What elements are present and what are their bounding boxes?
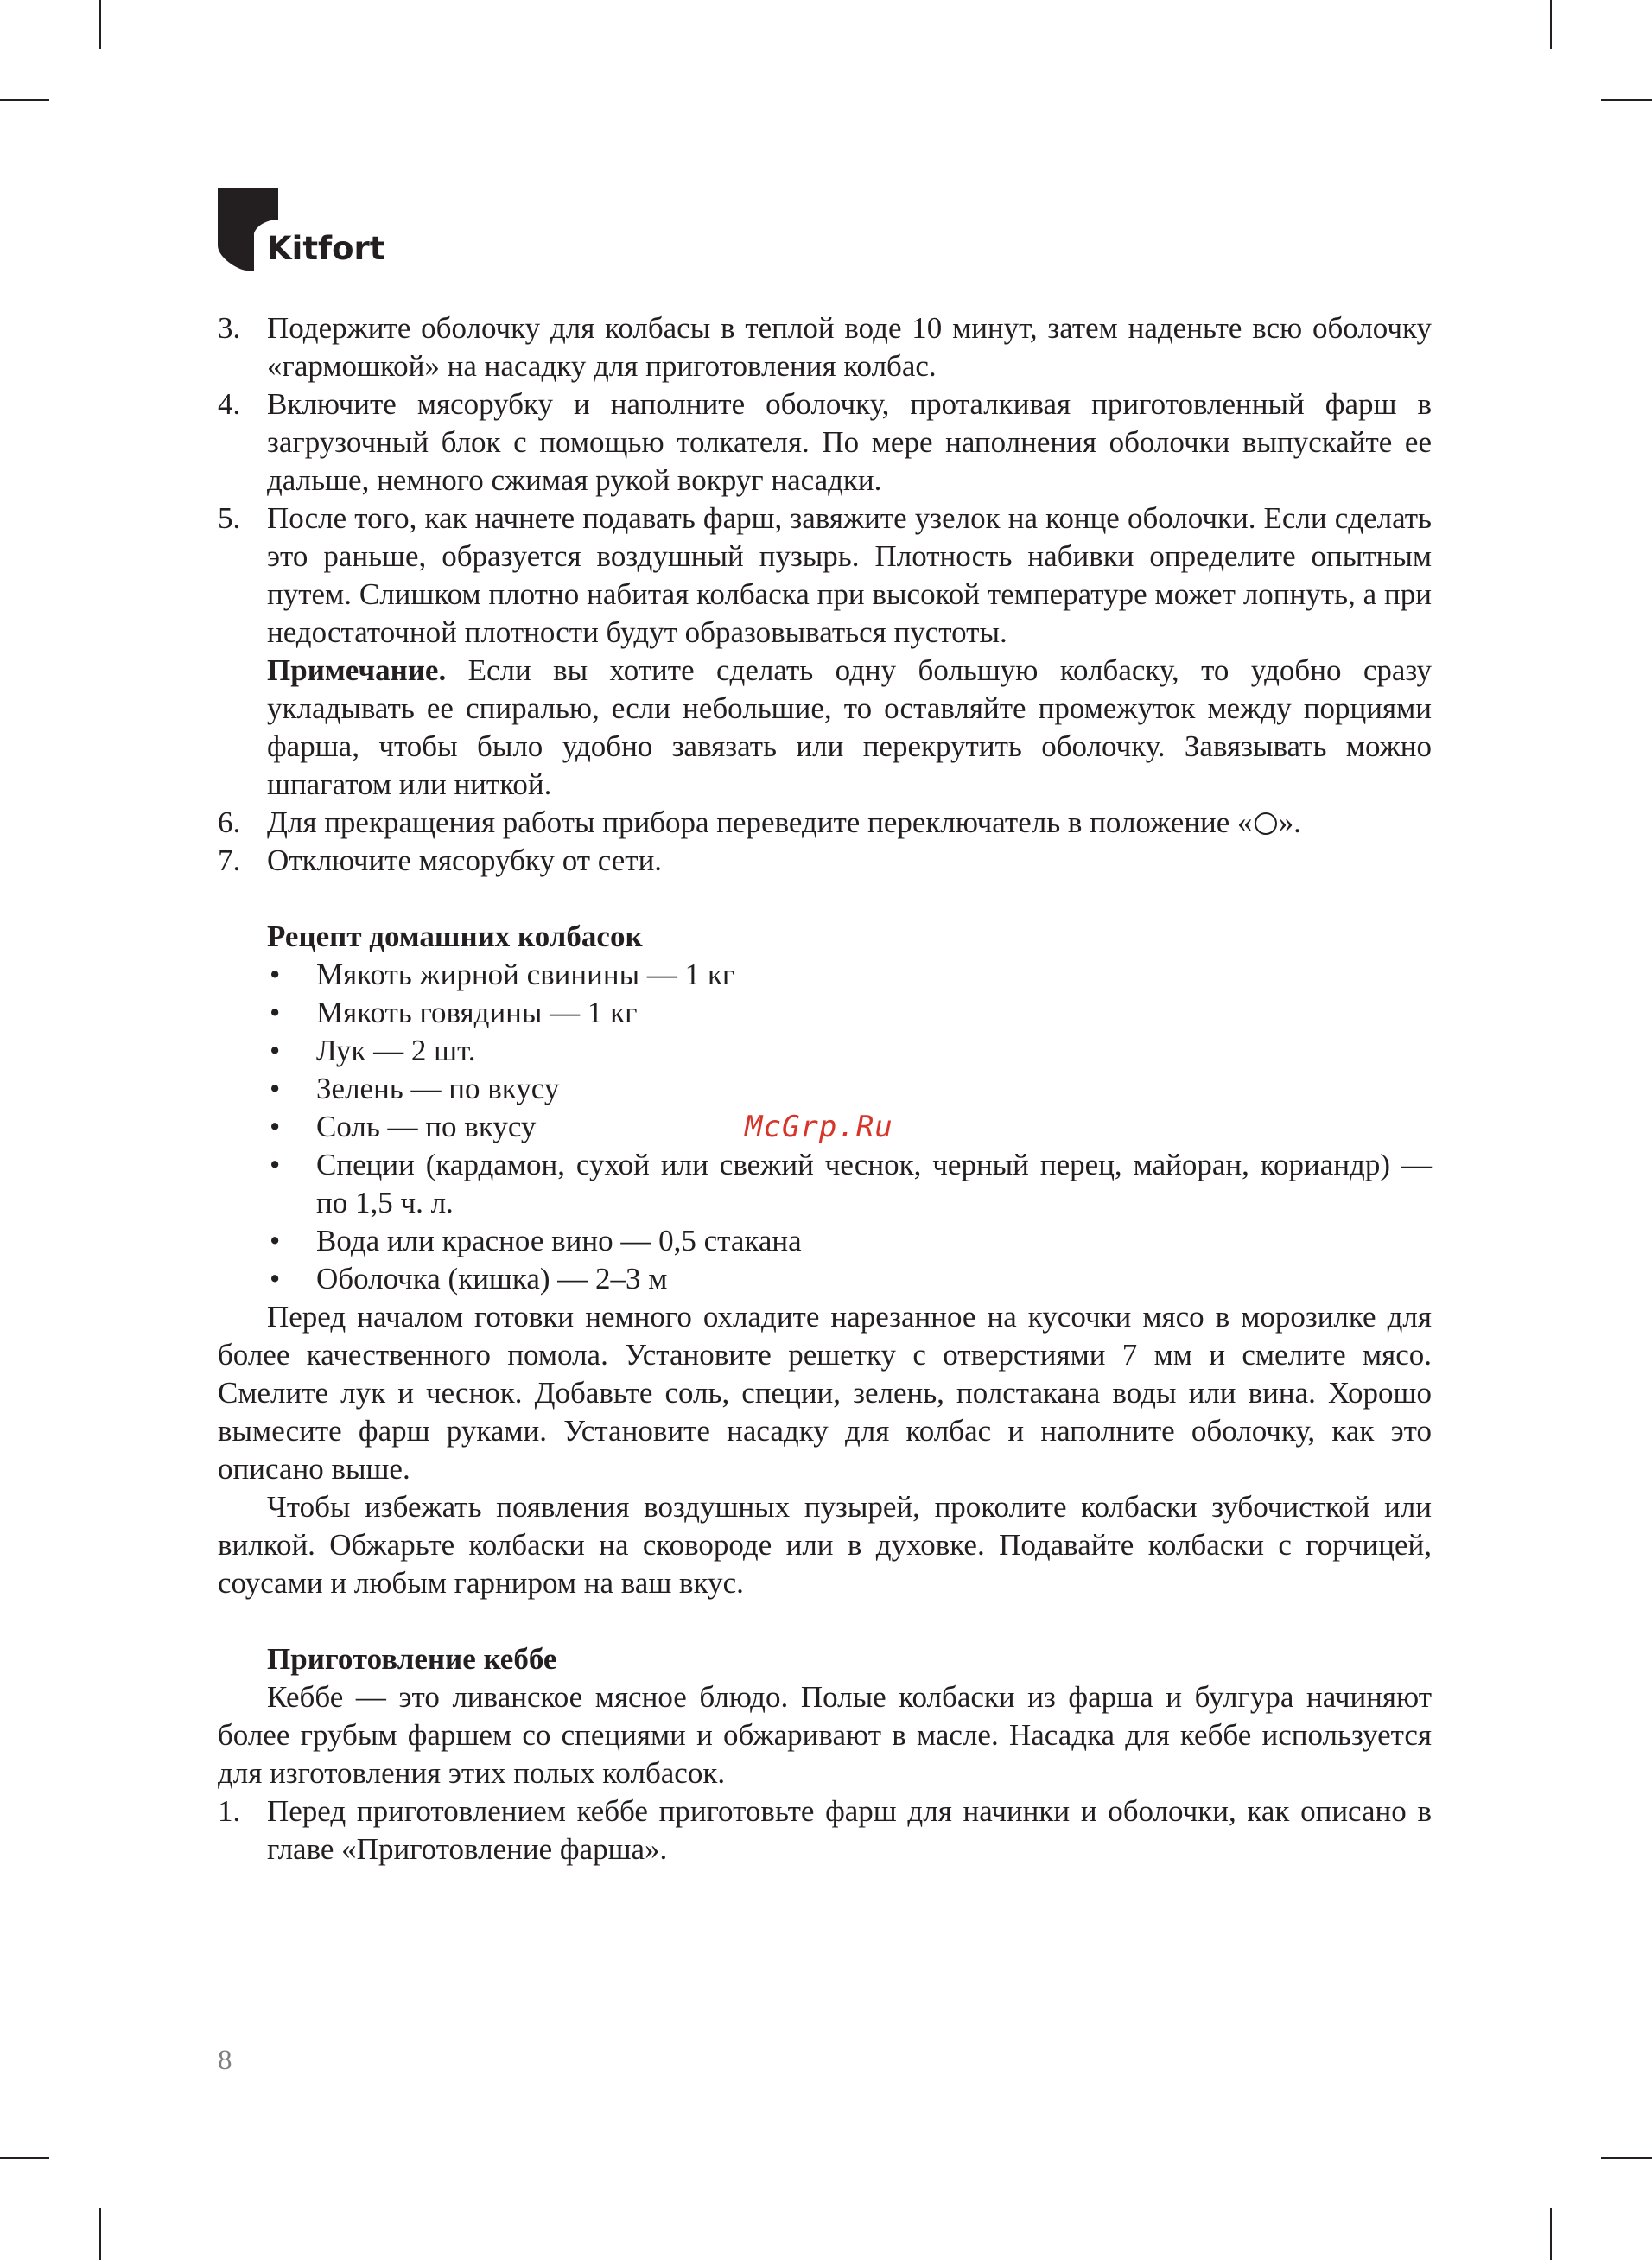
ingredient-item [267, 1260, 1432, 1298]
step-item [218, 842, 1432, 880]
note-paragraph [218, 652, 1432, 804]
crop-mark [99, 2208, 101, 2260]
crop-mark [1601, 2157, 1652, 2159]
ingredient-item [267, 1222, 1432, 1260]
kebbe-steps [218, 1792, 1432, 1868]
ingredient-text: Оболочка (кишка) — 2–3 м [316, 1262, 668, 1296]
instruction-steps [218, 309, 1432, 652]
step-text-end: ». [1278, 805, 1301, 839]
instruction-steps-final [218, 804, 1432, 880]
step-text: После того, как начнете подавать фарш, завяжите узелок на конце оболочки. Если сделать это раньше, образуется воздушный пузырь. Плотность набивки определите опытным путем. Слишком плотно набитая колбаска при высокой температуре может лопнуть, а при недостаточной плотности будут образовываться пустоты. [267, 501, 1432, 649]
section-gap [218, 880, 1432, 918]
step-number: 4. [218, 387, 241, 421]
ingredient-item [267, 1070, 1432, 1108]
page-number: 8 [218, 2045, 232, 2076]
note-text: Если вы хотите сделать одну большую колбаску, то удобно сразу укладывать ее спиралью, если небольшие, то оставляйте промежуток между порциями фарша, чтобы было удобно завязать или перекрутить оболочку. Завязывать можно шпагатом или ниткой. [267, 653, 1432, 801]
step-text: Перед приготовлением кеббе приготовьте фарш для начинки и оболочки, как описано в главе «Приготовление фарша». [267, 1794, 1432, 1866]
ingredient-text: Вода или красное вино — 0,5 стакана [316, 1224, 802, 1257]
step-number: 1. [218, 1794, 241, 1828]
step-text: Подержите оболочку для колбасы в теплой воде 10 минут, затем наденьте всю оболочку «гармошкой» на насадку для приготовления колбас. [267, 311, 1432, 383]
step-item [218, 309, 1432, 385]
kebbe-heading: Приготовление кеббе [267, 1642, 557, 1676]
step-number: 5. [218, 501, 241, 535]
step-number: 7. [218, 844, 241, 877]
kebbe-intro: Кеббе — это ливанское мясное блюдо. Полые колбаски из фарша и булгура начиняют более грубым фаршем со специями и обжаривают в масле. Насадка для кеббе используется для изготовления этих полых колбасок. [218, 1680, 1432, 1790]
section-gap [218, 1602, 1432, 1640]
ingredient-item [267, 956, 1432, 994]
step-item [218, 385, 1432, 500]
ingredient-item [267, 1146, 1432, 1222]
recipe-paragraph: Перед началом готовки немного охладите нарезанное на кусочки мясо в морозилке для более качественного помола. Установите решетку с отверстиями 7 мм и смелите мясо. Смелите лук и чеснок. Добавьте соль, специи, зелень, полстакана воды или вина. Хорошо вымесите фарш руками. Установите насадку для колбас и наполните оболочку, как это описано выше. [218, 1300, 1432, 1486]
crop-mark [1601, 99, 1652, 101]
crop-mark [0, 2157, 49, 2159]
bullet-marker: • [270, 996, 281, 1029]
bullet-marker: • [270, 1262, 281, 1296]
ingredient-item [267, 1032, 1432, 1070]
step-number: 6. [218, 805, 241, 839]
recipe-heading: Рецепт домашних колбасок [267, 920, 643, 953]
step-text: Отключите мясорубку от сети. [267, 844, 663, 877]
bullet-marker: • [270, 1148, 281, 1181]
crop-mark [99, 0, 101, 49]
step-number: 3. [218, 311, 241, 345]
ingredient-text: Соль — по вкусу [316, 1110, 537, 1143]
bullet-marker: • [270, 1034, 281, 1067]
step-item [218, 804, 1432, 842]
brand-name: Kitfort [267, 230, 385, 267]
step-text: Включите мясорубку и наполните оболочку, проталкивая приготовленный фарш в загрузочный блок с помощью толкателя. По мере наполнения оболочки выпускайте ее дальше, немного сжимая рукой вокруг насадки. [267, 387, 1432, 497]
bullet-marker: • [270, 1224, 281, 1257]
step-text: Для прекращения работы прибора переведите переключатель в положение « [267, 805, 1253, 839]
bullet-marker: • [270, 1072, 281, 1105]
crop-mark [1550, 0, 1552, 49]
recipe-paragraph: Чтобы избежать появления воздушных пузырей, проколите колбаски зубочисткой или вилкой. Обжарьте колбаски на сковороде или в духовке. Подавайте колбаски с горчицей, соусами и любым гарниром на ваш вкус. [218, 1490, 1432, 1600]
ingredient-text: Мякоть жирной свинины — 1 кг [316, 958, 735, 991]
power-off-circle-icon [1255, 812, 1277, 835]
step-item [218, 500, 1432, 652]
bullet-marker: • [270, 958, 281, 991]
ingredient-text: Зелень — по вкусу [316, 1072, 560, 1105]
note-label: Примечание. [267, 653, 447, 687]
bullet-marker: • [270, 1110, 281, 1143]
ingredient-item [267, 994, 1432, 1032]
kitfort-logo [218, 188, 399, 275]
document-body [218, 309, 1432, 1868]
ingredient-text: Лук — 2 шт. [316, 1034, 476, 1067]
crop-mark [0, 99, 49, 101]
watermark: McGrp.Ru [745, 1110, 893, 1144]
step-item [218, 1792, 1432, 1868]
ingredient-text: Специи (кардамон, сухой или свежий чеснок, черный перец, майоран, кориандр) — по 1,5 ч. л. [316, 1148, 1432, 1219]
ingredient-text: Мякоть говядины — 1 кг [316, 996, 638, 1029]
crop-mark [1550, 2208, 1552, 2260]
